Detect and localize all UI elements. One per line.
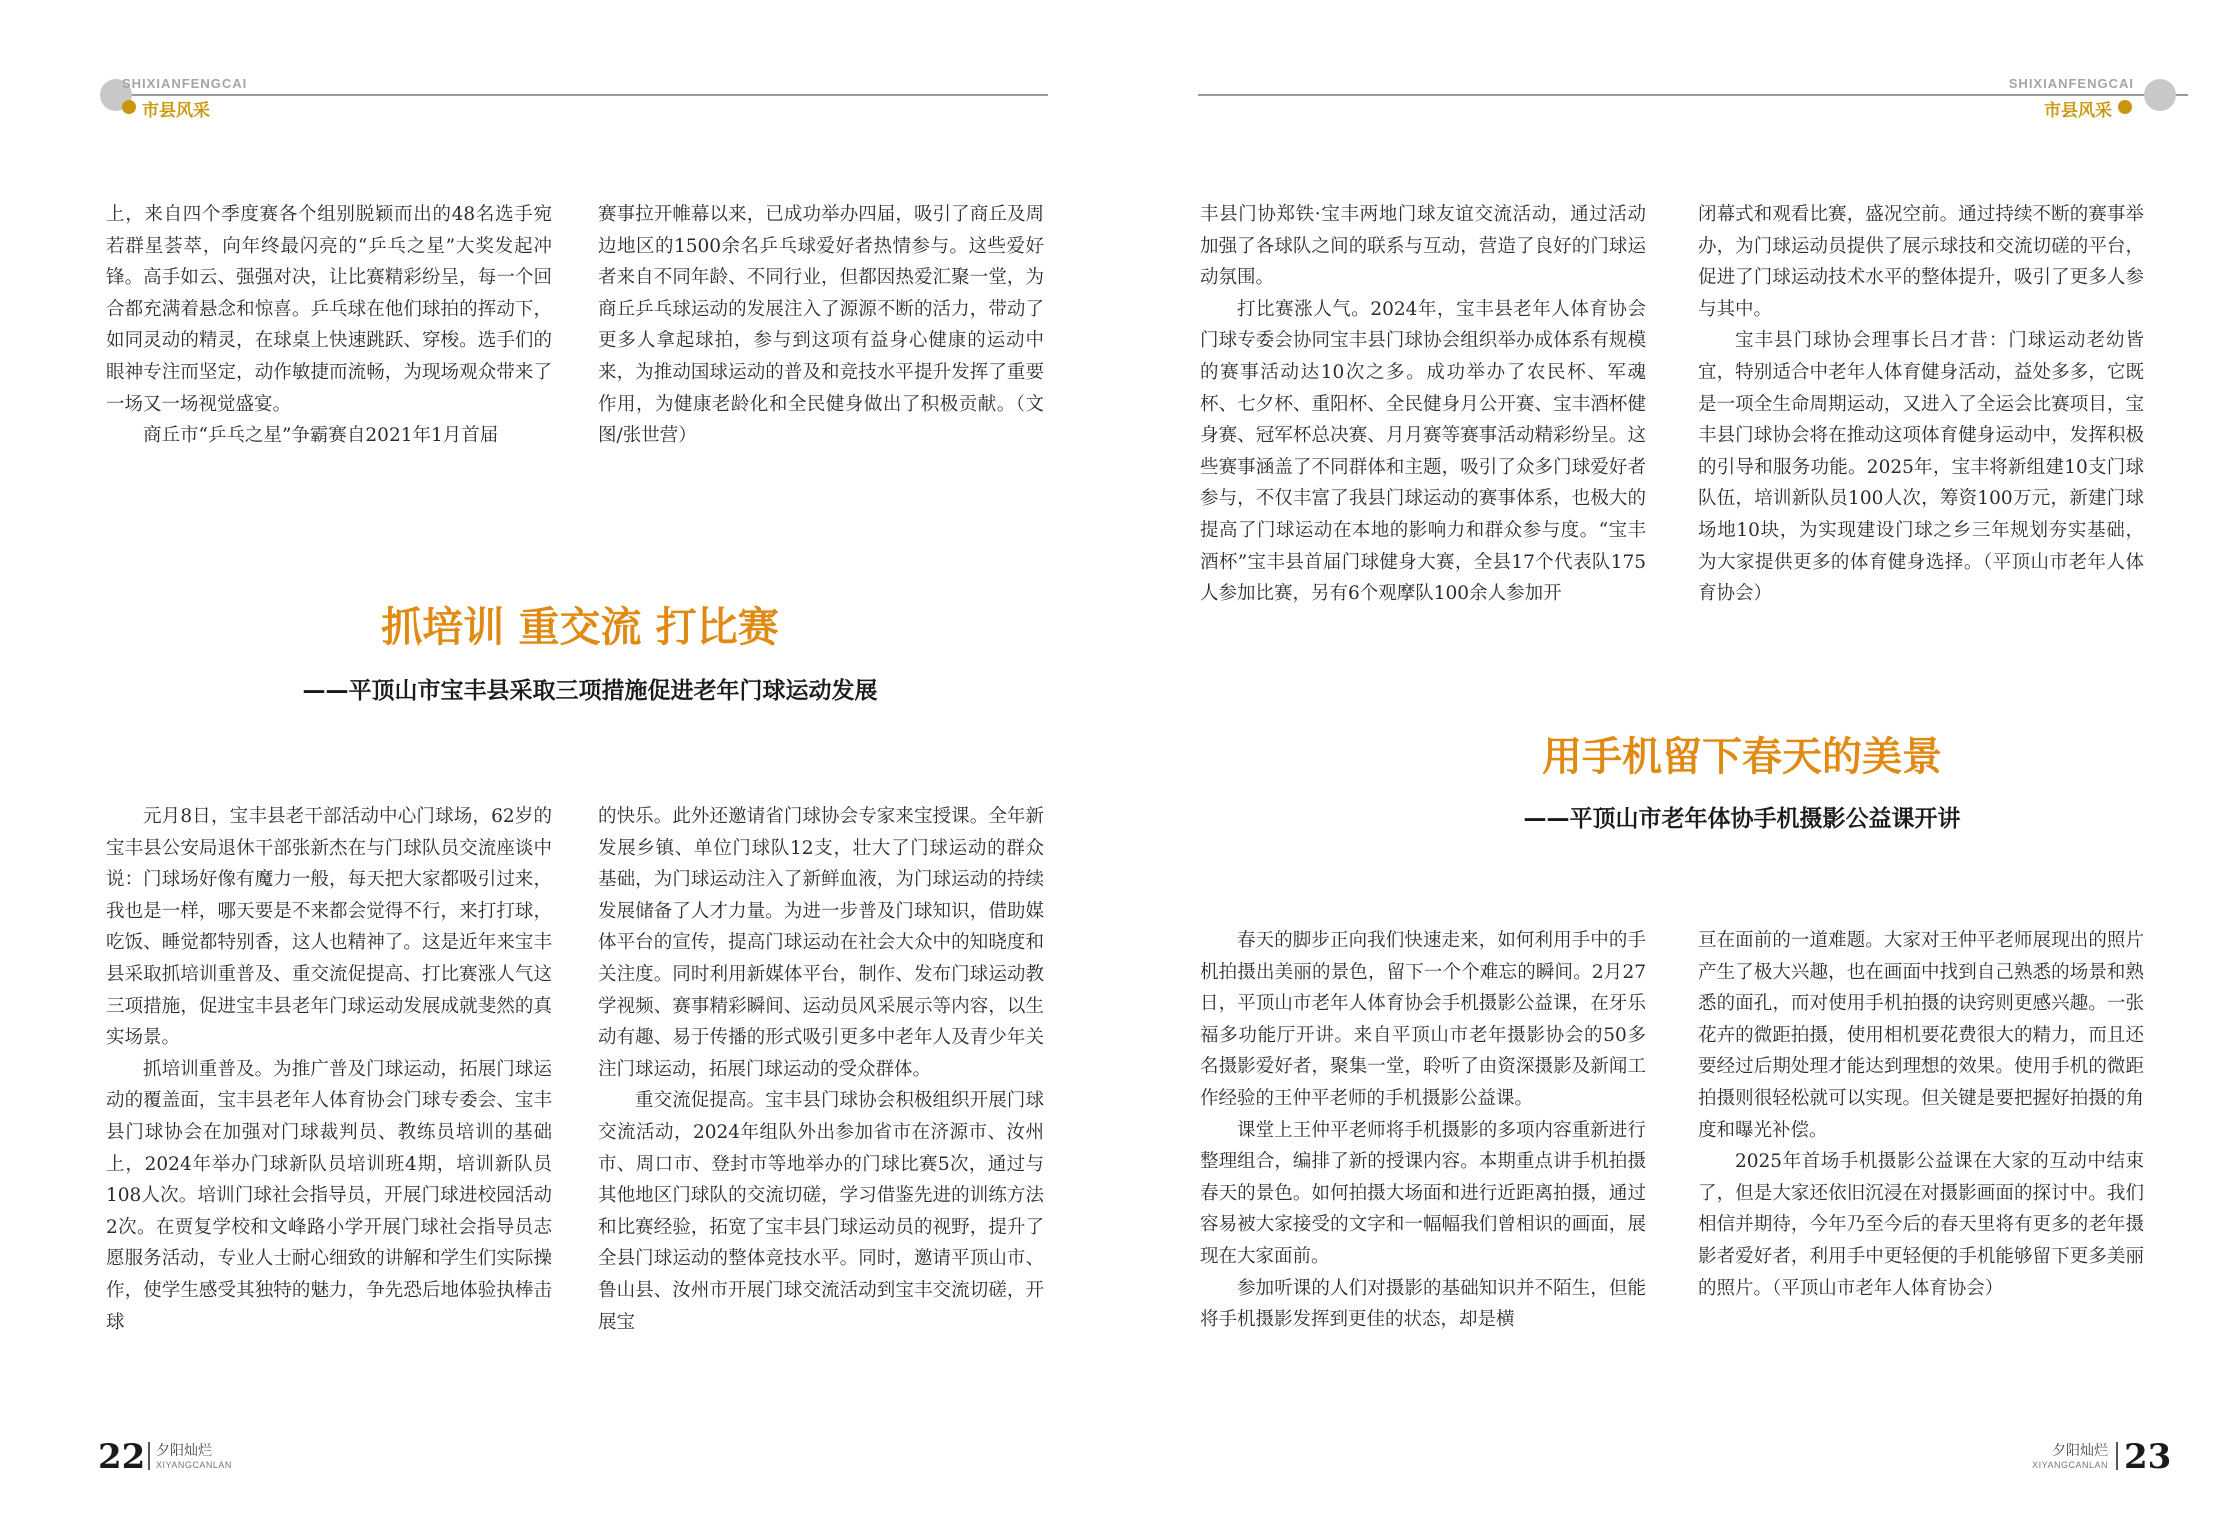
- paragraph: 元月8日，宝丰县老干部活动中心门球场，62岁的宝丰县公安局退休干部张新杰在与门球队员交流座谈中说：门球场好像有魔力一般，每天把大家都吸引过来，我也是一样，哪天要是不来都会觉得不行，来打打球，吃饭、睡觉都特别香，这人也精神了。这是近年来宝丰县采取抓培训重普及、重交流促提高、打比赛涨人气这三项措施，促进宝丰县老年门球运动发展成就斐然的真实场景。: [106, 806, 552, 1049]
- paragraph: 宝丰县门球协会理事长吕才昔：门球运动老幼皆宜，特别适合中老年人体育健身活动，益处多多，它既是一项全生命周期运动，又进入了全运会比赛项目，宝丰县门球协会将在推动这项体育健身运动中，发挥积极的引导和服务功能。2025年，宝丰将新组建10支门球队伍，培训新队员100人次，筹资100万元，新建门球场地10块，为实现建设门球之乡三年规划夯实基础，为大家提供更多的体育健身选择。（平顶山市老年人体育协会）: [1698, 330, 2144, 605]
- paragraph: 课堂上王仲平老师将手机摄影的多项内容重新进行整理组合，编排了新的授课内容。本期重点讲手机拍摄春天的景色。如何拍摄大场面和进行近距离拍摄，通过容易被大家接受的文字和一幅幅我们曾相识的画面，展现在大家面前。: [1200, 1119, 1646, 1267]
- main-article-column-1: [1200, 925, 1646, 1336]
- paragraph: 商丘市“乒乓之星”争霸赛自2021年1月首届: [143, 425, 499, 447]
- header-dot-icon: [122, 100, 136, 114]
- top-article-column-2: [1698, 199, 2144, 610]
- paragraph: 2025年首场手机摄影公益课在大家的互动中结束了，但是大家还依旧沉浸在对摄影画面的探讨中。我们相信并期待，今年乃至今后的春天里将有更多的老年摄影者爱好者，利用手中更轻便的手机能够留下更多美丽的照片。（平顶山市老年人体育协会）: [1698, 1151, 2144, 1299]
- top-article-column-1: [1200, 199, 1646, 610]
- header-dot-icon: [2118, 100, 2132, 114]
- top-article-column-2: [598, 199, 1044, 452]
- page-number: 23: [2124, 1437, 2172, 1477]
- header-section-latin: SHIXIANFENGCAI: [122, 76, 248, 91]
- paragraph: 丰县门协郑铁·宝丰两地门球友谊交流活动，通过活动加强了各球队之间的联系与互动，营造了良好的门球运动氛围。: [1200, 204, 1646, 289]
- paragraph: 参加听课的人们对摄影的基础知识并不陌生，但能将手机摄影发挥到更佳的状态，却是横: [1200, 1277, 1646, 1331]
- footer-brand: 夕阳灿烂: [2052, 1443, 2108, 1459]
- paragraph: 赛事拉开帷幕以来，已成功举办四届，吸引了商丘及周边地区的1500余名乒乓球爱好者热情参与。这些爱好者来自不同年龄、不同行业，但都因热爱汇聚一堂，为商丘乒乓球运动的发展注入了源源不断的活力，带动了更多人拿起球拍，参与到这项有益身心健康的运动中来，为推动国球运动的普及和竞技水平提升发挥了重要作用，为健康老龄化和全民健身做出了积极贡献。（文图/张世营）: [598, 204, 1044, 447]
- paragraph: 上，来自四个季度赛各个组别脱颖而出的48名选手宛若群星荟萃，向年终最闪亮的“乒乓之星”大奖发起冲锋。高手如云、强强对决，让比赛精彩纷呈，每一个回合都充满着悬念和惊喜。乒乓球在他们球拍的挥动下，如同灵动的精灵，在球桌上快速跳跃、穿梭。选手们的眼神专注而坚定，动作敏捷而流畅，为现场观众带来了一场又一场视觉盛宴。: [106, 204, 552, 415]
- header-rule: [102, 94, 1048, 96]
- main-article-column-1: [106, 801, 552, 1338]
- paragraph: 抓培训重普及。为推广普及门球运动，拓展门球运动的覆盖面，宝丰县老年人体育协会门球专委会、宝丰县门球协会在加强对门球裁判员、教练员培训的基础上，2024年举办门球新队员培训班4期，培训新队员108人次。培训门球社会指导员，开展门球进校园活动2次。在贾复学校和文峰路小学开展门球社会指导员志愿服务活动，专业人士耐心细致的讲解和学生们实际操作，使学生感受其独特的魅力，争先恐后地体验执棒击球: [106, 1058, 552, 1333]
- main-article-column-2: [1698, 925, 2144, 1304]
- paragraph: 打比赛涨人气。2024年，宝丰县老年人体育协会门球专委会协同宝丰县门球协会组织举办成体系有规模的赛事活动达10次之多。成功举办了农民杯、军魂杯、七夕杯、重阳杯、全民健身月公开赛、宝丰酒杯健身赛、冠军杯总决赛、月月赛等赛事活动精彩纷呈。这些赛事涵盖了不同群体和主题，吸引了众多门球爱好者参与，不仅丰富了我县门球运动的赛事体系，也极大的提高了门球运动在本地的影响力和群众参与度。“宝丰酒杯”宝丰县首届门球健身大赛，全县17个代表队175人参加比赛，另有6个观摩队100余人参加开: [1200, 298, 1646, 605]
- article-title: 用手机留下春天的美景: [1542, 734, 1942, 780]
- paragraph: 春天的脚步正向我们快速走来，如何利用手中的手机拍摄出美丽的景色，留下一个个难忘的瞬间。2月27日，平顶山市老年人体育协会手机摄影公益课，在牙乐福多功能厅开讲。来自平顶山市老年摄影协会的50多名摄影爱好者，聚集一堂，聆听了由资深摄影及新闻工作经验的王仲平老师的手机摄影公益课。: [1200, 930, 1646, 1109]
- article-subtitle: ——平顶山市宝丰县采取三项措施促进老年门球运动发展: [302, 678, 878, 704]
- header-circle-decoration: [2144, 79, 2176, 111]
- paragraph: 亘在面前的一道难题。大家对王仲平老师展现出的照片产生了极大兴趣，也在画面中找到自己熟悉的场景和熟悉的面孔，而对使用手机拍摄的诀窍则更感兴趣。一张花卉的微距拍摄，使用相机要花费很大的精力，而且还要经过后期处理才能达到理想的效果。使用手机的微距拍摄则很轻松就可以实现。但关键是要把握好拍摄的角度和曝光补偿。: [1698, 930, 2144, 1141]
- footer-brand: 夕阳灿烂: [156, 1443, 212, 1459]
- footer-divider: [2116, 1442, 2118, 1470]
- top-article-column-1: [106, 199, 552, 452]
- header-section-latin: SHIXIANFENGCAI: [2008, 76, 2134, 91]
- right-page: [1118, 0, 2236, 1528]
- article-subtitle: ——平顶山市老年体协手机摄影公益课开讲: [1523, 806, 1961, 832]
- paragraph: 闭幕式和观看比赛，盛况空前。通过持续不断的赛事举办，为门球运动员提供了展示球技和交流切磋的平台，促进了门球运动技术水平的整体提升，吸引了更多人参与其中。: [1698, 204, 2144, 320]
- paragraph: 重交流促提高。宝丰县门球协会积极组织开展门球交流活动，2024年组队外出参加省市在济源市、汝州市、周口市、登封市等地举办的门球比赛5次，通过与其他地区门球队的交流切磋，学习借鉴先进的训练方法和比赛经验，拓宽了宝丰县门球运动员的视野，提升了全县门球运动的整体竞技水平。同时，邀请平顶山市、鲁山县、汝州市开展门球交流活动到宝丰交流切磋，开展宝: [598, 1090, 1044, 1333]
- footer-divider: [148, 1442, 150, 1470]
- header-section-label: 市县风采: [2044, 101, 2112, 121]
- page-number: 22: [98, 1437, 146, 1477]
- paragraph: 的快乐。此外还邀请省门球协会专家来宝授课。全年新发展乡镇、单位门球队12支，壮大了门球运动的群众基础，为门球运动注入了新鲜血液，为门球运动的持续发展储备了人才力量。为进一步普及门球知识，借助媒体平台的宣传，提高门球运动在社会大众中的知晓度和关注度。同时利用新媒体平台，制作、发布门球运动教学视频、赛事精彩瞬间、运动员风采展示等内容，以生动有趣、易于传播的形式吸引更多中老年人及青少年关注门球运动，拓展门球运动的受众群体。: [598, 806, 1044, 1080]
- header-section-label: 市县风采: [142, 101, 210, 121]
- footer-brand-latin: XIYANGCANLAN: [2032, 1460, 2108, 1470]
- footer-brand-latin: XIYANGCANLAN: [156, 1460, 232, 1470]
- article-title: 抓培训 重交流 打比赛: [381, 603, 779, 651]
- main-article-column-2: [598, 801, 1044, 1338]
